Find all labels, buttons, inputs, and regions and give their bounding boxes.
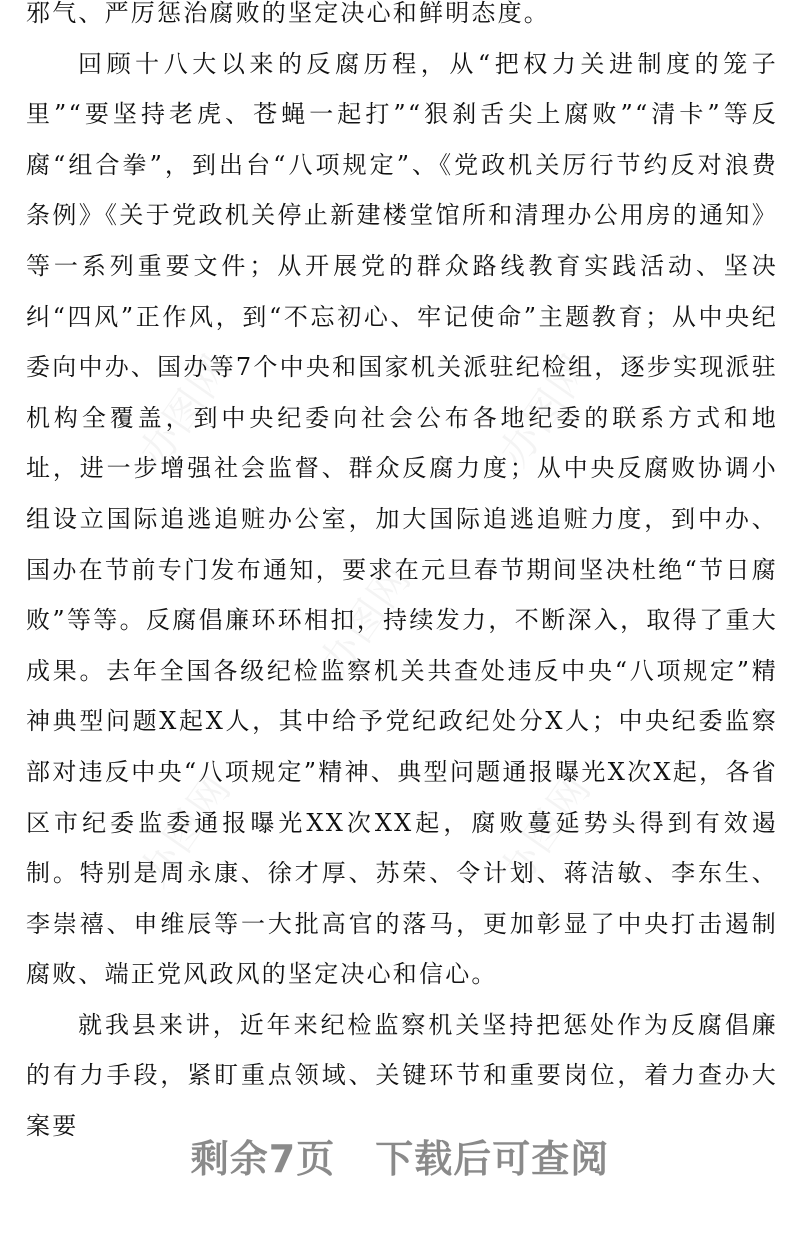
document-body <box>26 0 778 1152</box>
remaining-pages-label: 剩余7页 <box>190 1137 336 1181</box>
download-prompt-banner[interactable] <box>0 1128 800 1183</box>
watermark: 办图网 <box>130 765 241 896</box>
watermark: 办图网 <box>310 555 421 686</box>
watermark: 办图网 <box>490 345 601 476</box>
paragraph-review-history: 回顾十八大以来的反腐历程，从“把权力关进制度的笼子里”“要坚持老虎、苍蝇一起打”“狠刹舌尖上腐败”“清卡”等反腐“组合拳”，到出台“八项规定”、《党政机关厉行节约反对浪费条例》《关于党政机关停止新建楼堂馆所和清理办公用房的通知》等一系列重要文件；从开展党的群众路线教育实践活动、坚决纠“四风”正作风，到“不忘初心、牢记使命”主题教育；从中央纪委向中办、国办等7个中央和国家机关派驻纪检组，逐步实现派驻机构全覆盖，到中央纪委向社会公布各地纪委的联系方式和地址，进一步增强社会监督、群众反腐力度；从中央反腐败协调小组设立国际追逃追赃办公室，加大国际追逃追赃力度，到中办、国办在节前专门发布通知，要求在元旦春节期间坚决杜绝“节日腐败”等等。反腐倡廉环环相扣，持续发力，不断深入，取得了重大成果。去年全国各级纪检监察机关共查处违反中央“八项规定”精神典型问题X起X人，其中给予党纪政纪处分X人；中央纪委监察部对违反中央“八项规定”精神、典型问题通报曝光X次X起，各省区市纪委监委通报曝光XX次XX起，腐败蔓延势头得到有效遏制。特别是周永康、徐才厚、苏荣、令计划、蒋洁敏、李东生、李崇禧、申维辰等一大批高官的落马，更加彰显了中央打击遏制腐败、端正党风政风的坚定决心和信心。 <box>26 49 778 989</box>
watermark: 办图网 <box>490 765 601 896</box>
paragraph-continuation: 邪气、严厉惩治腐败的坚定决心和鲜明态度。 <box>26 0 550 27</box>
download-to-view-label: 下载后可查阅 <box>375 1137 610 1181</box>
watermark: 办图网 <box>130 345 241 476</box>
paragraph-county-status: 就我县来讲，近年来纪检监察机关坚持把惩处作为反腐倡廉的有力手段，紧盯重点领域、关键环节和重要岗位，着力查办大案要 <box>26 1010 778 1141</box>
